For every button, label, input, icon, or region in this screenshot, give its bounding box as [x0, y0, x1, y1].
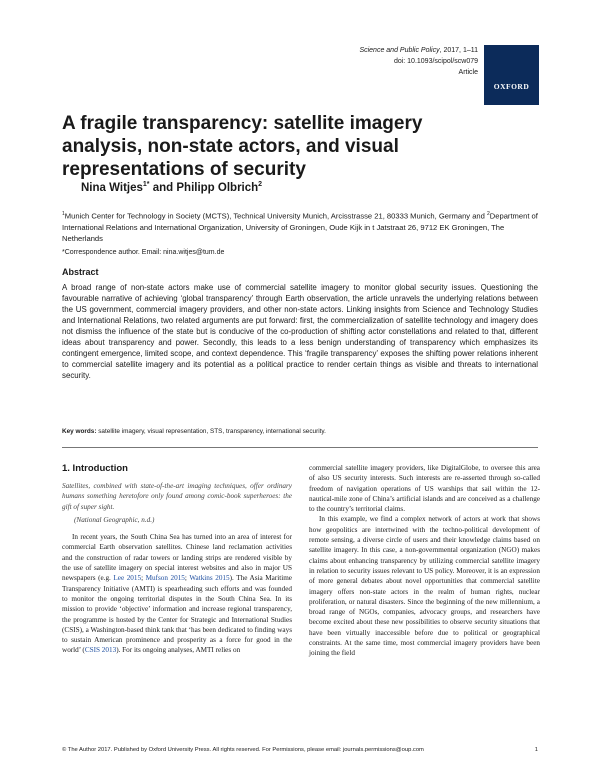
author-affiliation-mark: 1*: [142, 181, 150, 188]
copyright-notice: © The Author 2017. Published by Oxford University Press. All rights reserved. For Permissions, please email: journals.permissions@oup.com: [62, 747, 424, 753]
oxford-logo-text: OXFORD: [493, 82, 530, 91]
citation-link[interactable]: Lee 2015: [113, 574, 142, 583]
paragraph-text: ;: [141, 574, 146, 583]
author-joiner: and: [152, 181, 174, 194]
correspondence: *Correspondence author. Email: nina.witjes@tum.de: [62, 249, 225, 256]
page-footer: [62, 747, 538, 753]
article-type: Article: [458, 69, 478, 76]
abstract-heading: Abstract: [62, 267, 99, 277]
paper-title: A fragile transparency: satellite imagery analysis, non-state actors, and visual representations of security: [62, 113, 423, 180]
body-paragraph: [62, 532, 292, 656]
paragraph-text: ). The Asia Maritime Transparency Initiative (AMTI) is spearheading such efforts and was founded to monitor the ongoing territorial disputes in the South China Sea. In its mission to provide ‘objective’ information and increase regional transparency, the programme is hosted by the Center for Strategic and International Studies (CSIS), a Washington-based think tank that ‘has been dedicated to finding ways to sustain American prominence and prosperity as a force for good in the world’ (: [62, 574, 292, 655]
keywords-label: Key words:: [62, 428, 97, 435]
epigraph-source: (National Geographic, n.d.): [74, 515, 155, 524]
author-name: Nina Witjes: [81, 181, 143, 194]
paragraph-text: In recent years, the South China Sea has turned into an area of interest for commercial Earth observation satellites. Chinese land reclamation activities and the construction of radar towers or landing strips are rendered visible by the use of satellite imagery on special interest websites and also in major US newspapers (e.g.: [62, 533, 292, 583]
doi[interactable]: doi: 10.1093/scipol/scw079: [393, 58, 478, 65]
keywords: [62, 428, 538, 435]
citation-link[interactable]: Mufson 2015: [145, 574, 185, 583]
paragraph-text: ;: [184, 574, 190, 583]
section-divider: [62, 447, 538, 448]
journal-citation: [218, 45, 478, 56]
epigraph: Satellites, combined with state-of-the-art imaging techniques, offer ordinary humans something heretofore only found among comic-book superheroes: the gift of super sight.: [62, 482, 292, 511]
journal-name: Science and Public Policy: [359, 47, 440, 54]
keywords-text: satellite imagery, visual representation, STS, transparency, international security.: [98, 428, 326, 435]
paragraph-text: ). For its ongoing analyses, AMTI relies on: [116, 646, 241, 655]
journal-header: [218, 45, 478, 78]
page-number: 1: [534, 747, 538, 753]
abstract-text: A broad range of non-state actors make use of commercial satellite imagery to monitor global security issues. Questioning the favourable narrative of achieving ‘global transparency’ through Earth observation, the article unravels the underlying relations between the US government, commercial imagery providers, and other non-state actors. Linking insights from Science and Technology Studies and International Relations, two related arguments are put forward: first, the commercialization of satellite technology and imagery does not dismiss the influence of the state but is conducive of the co-production of shifting actor constellations and related to that, different ideas about transparency and power. Secondly, this leads to a less benign understanding of transparency which emphasizes its contingent emergence, limited scope, and context dependence. This ‘fragile transparency’ exposes the shifting power relations inherent to commercial satellite imagery and its potential as a political practice to render certain things as visible and threats to international security.: [62, 283, 538, 380]
body-paragraph: commercial satellite imagery providers, like DigitalGlobe, to oversee this area of also US security interests. Such interests are re-asserted through so-called freedom of navigation operations of US warships that sail within the 12-nautical-mile zone of China’s artificial islands and are conceived as a challenge to the country’s territorial claims.: [309, 464, 540, 514]
affiliation-text: Department of International Relations and International Organization, University of Groningen, Oude Kijk in t Jatstraat 26, 9712 EK Groningen, The Netherlands: [62, 211, 538, 243]
body-paragraph: In this example, we find a complex network of actors at work that shows how geopolitics are intertwined with the techno-political development of remote sensing, a diverse circle of users and their knowledge claims based on satellite imagery. In this case, a non-governmental organization (NGO) makes claims about enhancing transparency by utilizing commercial satellite imagery in relation to security issues relevant to US policy. Moreover, it is an expression of more general debates about novel opportunities that commercial satellite imagery offers non-state actors in the realm of human rights, nuclear proliferation, or natural disasters. Since the beginning of the new millennium, a broad range of NGOs, companies, advocacy groups, and researchers have become excited about these new possibilities to observe security situations that have been virtually inaccessible before due to political or geographical constraints. At the same time, most commercial imagery providers have been joining the field: [309, 515, 540, 658]
affiliation-mark: 2: [486, 211, 490, 217]
affiliation-text: Munich Center for Technology in Society (MCTS), Technical University Munich, Arcisstrasse 21, 80333 Munich, Germany and: [64, 211, 487, 221]
citation-link[interactable]: Watkins 2015: [189, 574, 230, 583]
oxford-logo: [484, 45, 539, 105]
author-affiliation-mark: 2: [258, 181, 263, 188]
author-list: [81, 181, 262, 194]
citation-link[interactable]: CSIS 2013: [84, 646, 117, 655]
body-column-left: [62, 481, 292, 656]
affiliations: [62, 209, 540, 244]
journal-volume: , 2017, 1–11: [439, 47, 478, 54]
body-column-right: [309, 463, 540, 659]
affiliation-mark: 1: [62, 211, 65, 217]
section-heading: 1. Introduction: [62, 463, 128, 474]
author-name: Philipp Olbrich: [176, 181, 259, 194]
